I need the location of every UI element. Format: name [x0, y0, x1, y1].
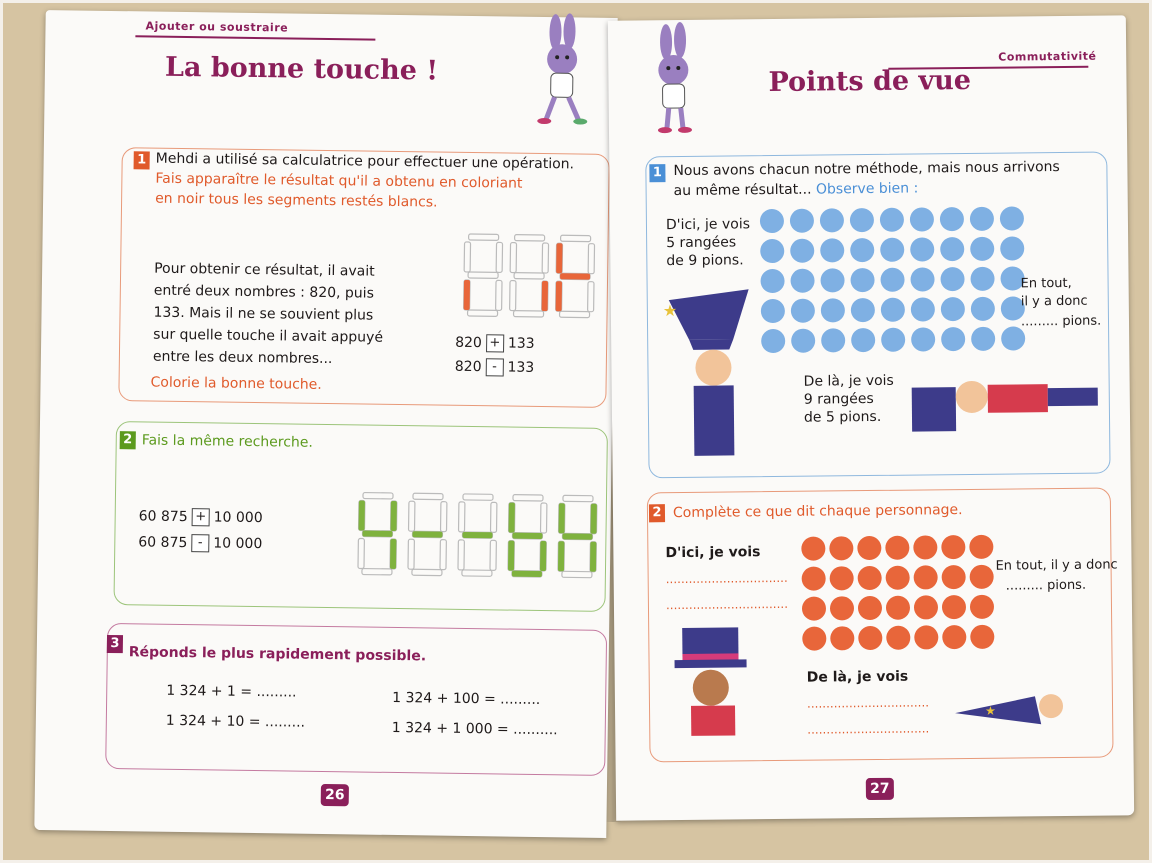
pawn-dot — [851, 298, 875, 322]
pawn-dot — [910, 267, 934, 291]
boy-speech-1: De là, je vois — [803, 372, 894, 390]
pawn-dot — [851, 328, 875, 352]
ex1-para5: entre les deux nombres... — [152, 348, 333, 368]
pawn-dot — [910, 237, 934, 261]
pawn-dot — [941, 297, 965, 321]
pawn-dot — [821, 298, 845, 322]
pawn-dot — [790, 239, 814, 263]
pawn-dot — [913, 535, 937, 559]
ex1-operation-plus — [455, 334, 535, 354]
pawn-dot — [971, 327, 995, 351]
page-number-left: 26 — [321, 784, 349, 806]
svg-text:★: ★ — [662, 301, 678, 321]
pawn-dot — [970, 207, 994, 231]
pawn-dot — [941, 535, 965, 559]
minus-key[interactable]: - — [485, 358, 503, 376]
pawn-dot — [914, 565, 938, 589]
r-exercise-2-number: 2 — [649, 504, 665, 522]
total-2: il y a donc — [1020, 293, 1088, 310]
pawn-dot — [914, 595, 938, 619]
operand-b: 133 — [507, 335, 535, 352]
pawn-dot — [858, 566, 882, 590]
pawn-dot — [760, 209, 784, 233]
rabbit-illustration — [524, 17, 596, 133]
pawn-dot — [791, 299, 815, 323]
pawn-dot — [914, 625, 938, 649]
ex1-line3: en noir tous les segments restés blancs. — [155, 190, 438, 211]
wizard-speech-2: 5 rangées — [666, 234, 737, 252]
pawn-dot — [850, 268, 874, 292]
ex1-line2: Fais apparaître le résultat qu'il a obtenu en coloriant — [155, 170, 523, 192]
pawn-dot — [911, 297, 935, 321]
pawn-dot — [820, 208, 844, 232]
pawn-dot — [941, 327, 965, 351]
left-page-title: La bonne touche ! — [164, 51, 439, 87]
pawn-dot — [886, 596, 910, 620]
pawn-dot — [801, 536, 825, 560]
ex2-operation-minus — [138, 533, 262, 554]
operand-a: 60 875 — [138, 508, 188, 526]
ex1-para3: 133. Mais il ne se souvient plus — [153, 304, 374, 324]
ex1-instruction: Colorie la bonne touche. — [150, 374, 322, 393]
pawn-dot — [1000, 206, 1024, 230]
ex3-question-1: 1 324 + 1 = ......... — [166, 682, 297, 701]
boy-speech-2: 9 rangées — [803, 390, 874, 408]
operand-a: 820 — [454, 358, 482, 376]
pawn-dot — [790, 269, 814, 293]
pawn-dot — [911, 327, 935, 351]
pawn-dot — [829, 536, 853, 560]
pawn-dot — [969, 535, 993, 559]
orange-pawn-grid — [801, 535, 994, 657]
r-ex2-dots-4: ................................ — [807, 721, 930, 737]
operand-a: 820 — [455, 334, 482, 352]
total-1: En tout, — [1020, 275, 1072, 292]
exercise-1-number: 1 — [134, 151, 150, 169]
pawn-dot — [971, 297, 995, 321]
pawn-dot — [970, 625, 994, 649]
pawn-dot — [886, 566, 910, 590]
r-ex1-line2 — [674, 179, 919, 201]
r-ex1-line2-text: au même résultat... — [673, 181, 812, 200]
pawn-dot — [760, 239, 784, 263]
pawn-dot — [858, 596, 882, 620]
r-ex2-total-2: ......... pions. — [1005, 577, 1087, 594]
pawn-dot — [942, 565, 966, 589]
right-page-title: Points de vue — [768, 64, 972, 99]
boy-character — [901, 366, 1102, 458]
left-page — [34, 10, 617, 838]
observe-label: Observe bien : — [815, 180, 919, 198]
total-3: ......... pions. — [1020, 313, 1102, 330]
ex1-para2: entré deux nombres : 820, puis — [153, 282, 375, 302]
ex1-para1: Pour obtenir ce résultat, il avait — [154, 260, 375, 280]
pawn-dot — [858, 626, 882, 650]
wizard-character — [648, 269, 770, 460]
boy-speech-3: de 5 pions. — [803, 408, 882, 426]
right-page — [608, 15, 1134, 820]
plus-key[interactable]: + — [192, 508, 210, 526]
r-ex2-dots-3: ................................ — [806, 695, 930, 711]
pawn-dot — [970, 267, 994, 291]
wizard-speech-1: D'ici, je vois — [665, 216, 751, 234]
ex3-title: Réponds le plus rapidement possible. — [128, 644, 427, 665]
minus-key[interactable]: - — [191, 534, 209, 552]
pawn-dot — [1000, 236, 1024, 260]
ex2-title: Fais la même recherche. — [141, 432, 314, 451]
wizard-speech-3: de 9 pions. — [666, 252, 744, 270]
pawn-dot — [850, 238, 874, 262]
r-ex2-total-1: En tout, il y a donc — [995, 557, 1118, 574]
pawn-dot — [790, 209, 814, 233]
ex1-operation-minus — [455, 358, 535, 378]
pawn-dot — [880, 238, 904, 262]
pawn-dot — [942, 625, 966, 649]
page-number-right: 27 — [866, 778, 894, 800]
rabbit-illustration — [638, 26, 709, 139]
pawn-dot — [850, 208, 874, 232]
pawn-dot — [942, 595, 966, 619]
pawn-dot — [970, 237, 994, 261]
ex2-operation-plus — [139, 507, 263, 528]
pawn-dot — [820, 268, 844, 292]
pawn-dot — [821, 328, 845, 352]
boy-top-hat-character — [666, 619, 767, 740]
pawn-dot — [830, 566, 854, 590]
r-ex1-line1: Nous avons chacun notre méthode, mais nous arrivons — [673, 159, 1060, 180]
calculator-display-1 — [461, 230, 602, 322]
lying-wizard-character — [945, 682, 1086, 733]
pawn-dot — [857, 536, 881, 560]
pawn-dot — [802, 626, 826, 650]
exercise-3-number: 3 — [107, 635, 123, 653]
calculator-display-2 — [356, 490, 603, 579]
pawn-dot — [791, 329, 815, 353]
operand-b: 133 — [507, 359, 535, 376]
pawn-dot — [970, 595, 994, 619]
pawn-dot — [830, 626, 854, 650]
pawn-dot — [885, 536, 909, 560]
ex3-question-4: 1 324 + 1 000 = .......... — [391, 719, 558, 739]
ex3-question-3: 1 324 + 100 = ......... — [392, 689, 541, 709]
pawn-dot — [880, 268, 904, 292]
pawn-dot — [820, 238, 844, 262]
pawn-dot — [830, 596, 854, 620]
operand-b: 10 000 — [213, 535, 263, 553]
plus-key[interactable]: + — [486, 334, 504, 352]
left-section-rule — [135, 35, 375, 40]
pawn-dot — [970, 565, 994, 589]
r-ex2-title: Complète ce que dit chaque personnage. — [672, 502, 963, 522]
left-section-tag: Ajouter ou soustraire — [145, 19, 289, 35]
exercise-2-number: 2 — [120, 431, 136, 449]
pawn-dot — [802, 566, 826, 590]
r-ex2-dots-2: ................................ — [665, 596, 789, 613]
pawn-dot — [940, 267, 964, 291]
operand-a: 60 875 — [138, 534, 188, 552]
pawn-dot — [802, 596, 826, 620]
r-ex2-wizard-speech: De là, je vois — [806, 668, 909, 686]
r-exercise-1-number: 1 — [649, 164, 665, 182]
pawn-dot — [881, 298, 905, 322]
blue-pawn-grid — [760, 206, 1026, 359]
pawn-dot — [880, 208, 904, 232]
ex3-question-2: 1 324 + 10 = ......... — [165, 712, 306, 731]
right-section-tag: Commutativité — [998, 49, 1097, 64]
pawn-dot — [881, 328, 905, 352]
pawn-dot — [886, 626, 910, 650]
pawn-dot — [910, 207, 934, 231]
svg-text:★: ★ — [984, 703, 996, 718]
pawn-dot — [940, 207, 964, 231]
operand-b: 10 000 — [213, 509, 263, 527]
r-ex2-dots-1: ................................ — [665, 570, 788, 587]
r-ex2-boy-speech: D'ici, je vois — [665, 544, 761, 562]
ex1-line1: Mehdi a utilisé sa calculatrice pour effectuer une opération. — [155, 150, 575, 173]
ex1-para4: sur quelle touche il avait appuyé — [153, 326, 384, 346]
pawn-dot — [940, 237, 964, 261]
